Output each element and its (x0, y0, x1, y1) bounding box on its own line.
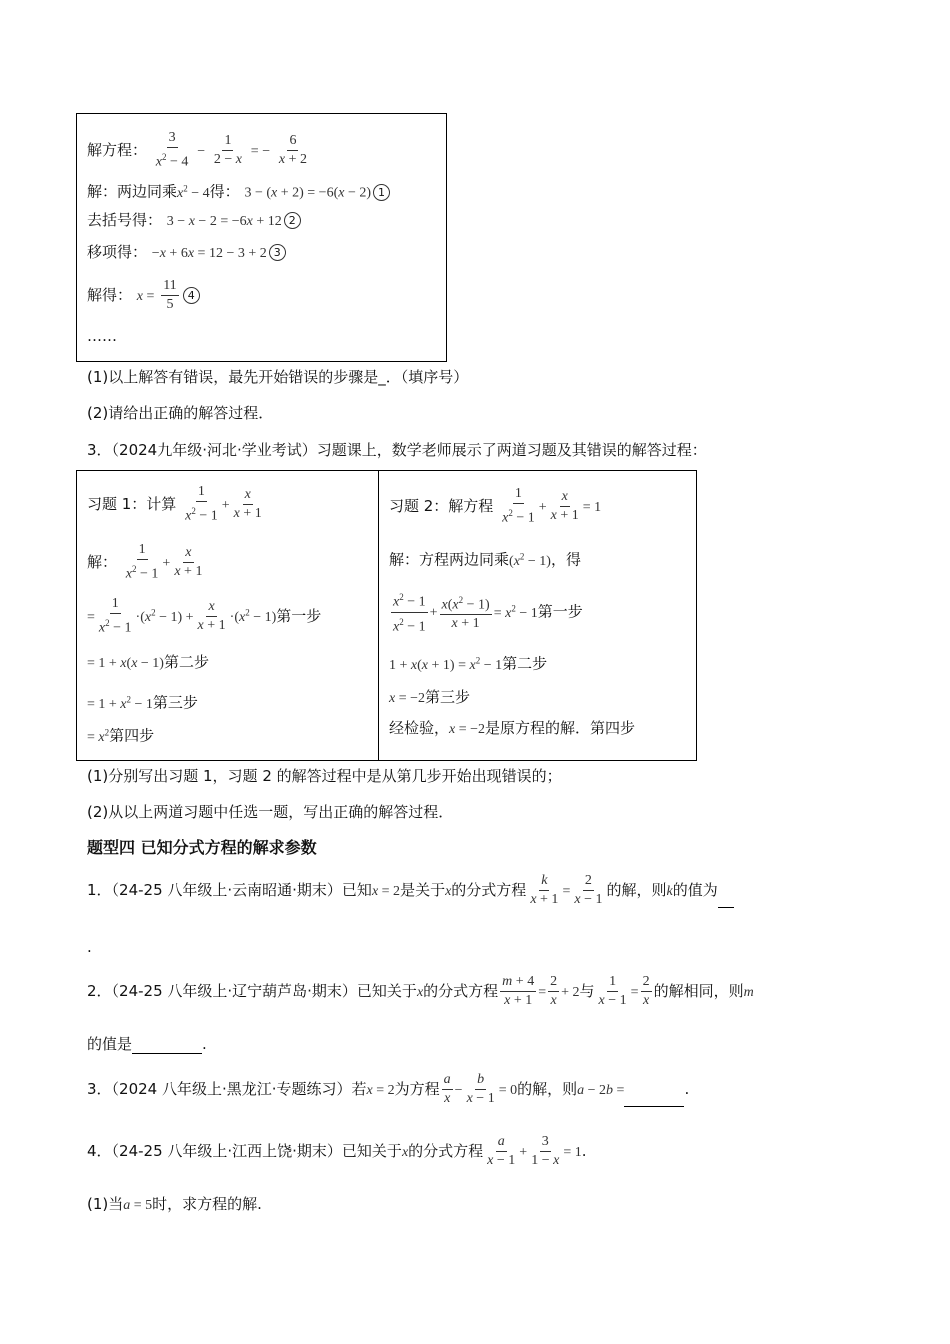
p2-c: 与 (579, 982, 595, 1000)
ex2-step4: 经检验，x = −2是原方程的解．第四步 (389, 719, 636, 737)
ex1-title: 习题 1：计算 $\frac{1}{x^2 - 1}$ + $\frac{x}{x + 1}$ (87, 484, 262, 524)
box1-line4: 移项得： −x + 6x = 12 − 3 + 2 3 (87, 242, 286, 264)
table-divider (378, 470, 379, 761)
p1-d: 的解，则 (606, 881, 667, 899)
ex2-line6-a: 经检验， (389, 719, 450, 737)
p4-b: 的分式方程 (408, 1142, 484, 1160)
ex1-jie: 解： $\frac{1}{x^2 - 1}$ + $\frac{x}{x + 1}$ (87, 542, 203, 582)
ex1-step4-label: 第四步 (109, 726, 155, 745)
ex1-jie-label: 解： (87, 552, 118, 571)
problem-4-sub1: (1)当a = 5时，求方程的解. (87, 1195, 262, 1213)
p1-a: 1．（24-25 八年级上·云南昭通·期末）已知 (87, 881, 372, 899)
box1-ellipsis: …… (87, 327, 117, 345)
box1-line5: 解得： x = $\frac{11}{5}$ 4 (87, 278, 200, 313)
problem-2-cont (87, 1034, 207, 1054)
ex2-line2-a: 解：方程两边同乘 (389, 550, 510, 569)
ex2-line6-b: 是原方程的解．第四步 (485, 719, 636, 737)
p3-b: 为方程 (394, 1080, 440, 1098)
p2-d: 的解相同，则 (653, 982, 744, 1000)
p3-a: 3．（2024 八年级上·黑龙江·专题练习）若 (87, 1080, 367, 1098)
ex2-title-label: 习题 2：解方程 (389, 496, 494, 515)
p3-dot: . (684, 1080, 690, 1098)
q3-sub2: (2)从以上两道习题中任选一题，写出正确的解答过程． (87, 803, 454, 821)
p4-dot: . (581, 1142, 587, 1160)
problem-1: 1．（24-25 八年级上·云南昭通·期末）已知x = 2是关于x的分式方程 $\frac{k}{x + 1}$ = $\frac{2}{x - 1}$ 的解，则k的值为 (87, 873, 734, 908)
box1-line3: 去括号得： 3 − x − 2 = −6x + 12 2 (87, 210, 301, 232)
circled-three: 3 (269, 244, 286, 261)
p2-e: 的值是 (87, 1035, 133, 1053)
box1-line1-label: 解方程： (87, 140, 148, 159)
box1-line1: 解方程： $\frac{3}{x^2 - 4}$ − $\frac{1}{2 - x}$ = − $\frac{6}{x + 2}$ (87, 130, 307, 170)
circled-one: 1 (373, 184, 390, 201)
p4-sub1-a: (1)当 (87, 1195, 124, 1213)
p3-c: 的解，则 (517, 1080, 578, 1098)
q3-sub1: (1)分别写出习题 1，习题 2 的解答过程中是从第几步开始出现错误的； (87, 767, 562, 785)
p4-a: 4．（24-25 八年级上·江西上饶·期末）已知关于 (87, 1142, 402, 1160)
p1-e: 的值为 (672, 881, 718, 899)
ex1-step2-label: 第二步 (163, 653, 209, 671)
p1-c: 的分式方程 (451, 881, 527, 899)
ex2-step3-label: 第三步 (425, 688, 471, 706)
ex1-title-label: 习题 1：计算 (87, 494, 177, 513)
q3-intro: 3．（2024九年级·河北·学业考试）习题课上，数学老师展示了两道习题及其错误的解答过程： (87, 441, 707, 459)
box1-line2-mid: 得： (209, 182, 240, 201)
section-title: 题型四 已知分式方程的解求参数 (87, 838, 317, 857)
ex2-step2: $1 + x(x + 1) = x^2 - 1$第二步 (389, 654, 548, 673)
problem-4: 4．（24-25 八年级上·江西上饶·期末）已知关于x的分式方程 $\frac{a}{x - 1}$ + $\frac{3}{1 - x}$ = 1. (87, 1134, 587, 1168)
ex1-step2: = 1 + x(x − 1)第二步 (87, 653, 209, 671)
p2-dot: . (202, 1035, 207, 1053)
ex1-step1-label: 第一步 (276, 606, 322, 625)
ex2-step2-label: 第二步 (502, 654, 548, 673)
ex2-line2: 解：方程两边同乘$(x^2 - 1)$，得 (389, 550, 581, 569)
circled-four: 4 (183, 287, 200, 304)
problem-3: 3．（2024 八年级上·黑龙江·专题练习）若x = 2为方程 $\frac{a}{x}$ − $\frac{b}{x - 1}$ = 0的解，则a − 2b = . (87, 1072, 690, 1106)
ex1-step3-label: 第三步 (152, 693, 198, 712)
p2-a: 2．（24-25 八年级上·辽宁葫芦岛·期末）已知关于 (87, 982, 417, 1000)
ex2-title: 习题 2：解方程 $\frac{1}{x^2 - 1}$ + $\frac{x}{x + 1}$ = 1 (389, 486, 602, 526)
box1-line4-label: 移项得： (87, 243, 148, 261)
box1-line5-label: 解得： (87, 286, 133, 304)
box1-line2: 解：两边同乘$x^2 - 4$得： 3 − (x + 2) = −6(x − 2) 1 (87, 178, 390, 204)
ex1-step3: = $1 + x^2 - 1$第三步 (87, 693, 198, 712)
box1-line2-label: 解：两边同乘 (87, 182, 178, 201)
p2-b: 的分式方程 (423, 982, 499, 1000)
ex2-step3: x = −2第三步 (389, 688, 471, 706)
q2-sub2: (2)请给出正确的解答过程． (87, 404, 274, 422)
ex2-step1: $\frac{x^2 - 1}{x^2 - 1}$ + $\frac{x(x^2 - 1)}{x + 1}$ = $x^2 - 1$第一步 (389, 589, 583, 635)
p1-b: 是关于 (400, 881, 446, 899)
ex2-step1-label: 第一步 (537, 602, 583, 621)
ex1-step4: = $x^2$第四步 (87, 726, 155, 745)
ex1-step1: = $\frac{1}{x^2 - 1}$ $\cdot(x^2 - 1)$ + $\frac{x}{x + 1}$ $\cdot(x^2 - 1)$第一步 (87, 596, 322, 636)
box1-line3-label: 去括号得： (87, 211, 163, 229)
p1-dot: . (87, 938, 92, 956)
circled-two: 2 (284, 212, 301, 229)
p4-sub1-b: 时，求方程的解. (152, 1195, 262, 1213)
ex2-line2-b: ，得 (550, 550, 581, 569)
q2-sub1: (1)以上解答有错误，最先开始错误的步骤是_．（填序号） (87, 368, 469, 386)
problem-2: 2．（24-25 八年级上·辽宁葫芦岛·期末）已知关于x的分式方程 $\frac{m + 4}{x + 1}$ = $\frac{2}{x}$ + 2与 $\frac{1}{x - 1}$ = $\frac{2}{x}$ 的解相同，则m (87, 974, 754, 1008)
